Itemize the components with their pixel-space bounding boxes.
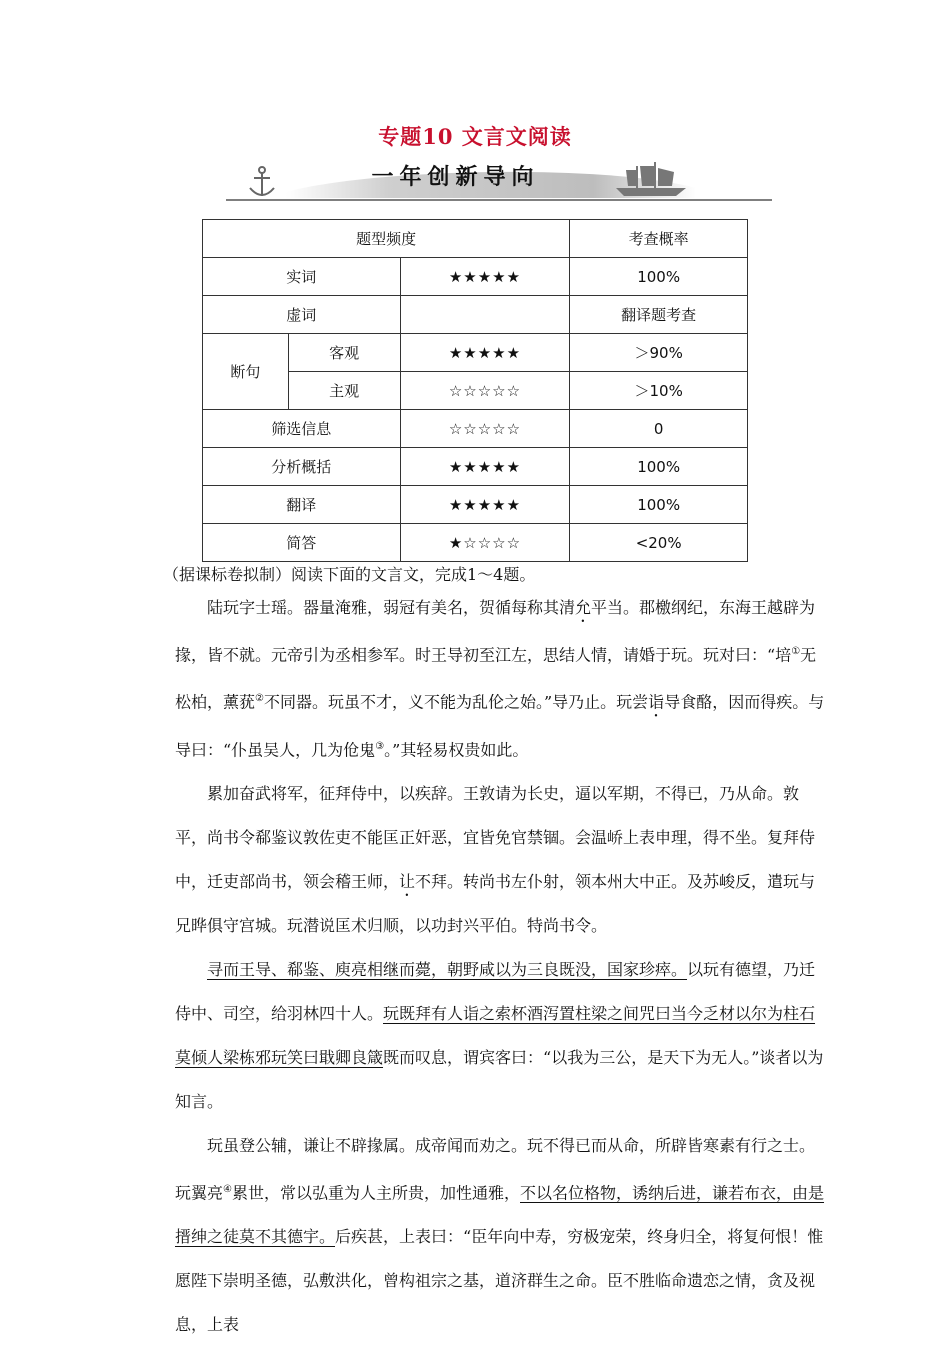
row-stars: ★★★★★: [400, 258, 570, 296]
passage-body: [175, 586, 825, 1347]
footnote-mark: ①: [791, 646, 801, 657]
underlined-sentence: 寻而王导、郗鉴、庾亮相继而薨，朝野咸以为三良既没，国家珍瘁。: [207, 959, 688, 979]
row-rate: <20%: [570, 524, 748, 562]
row-label: 实词: [203, 258, 401, 296]
row-label: 筛选信息: [203, 410, 401, 448]
row-stars: [400, 296, 570, 334]
row-rate: 100%: [570, 258, 748, 296]
table-row: [203, 486, 748, 524]
row-rate: 翻译题考查: [570, 296, 748, 334]
row-label: 断句: [203, 334, 289, 410]
row-sublabel: 主观: [288, 372, 400, 410]
row-label: 分析概括: [203, 448, 401, 486]
table-row: [203, 524, 748, 562]
table-row: [203, 334, 748, 372]
row-label: 翻译: [203, 486, 401, 524]
row-stars: ★★★★★: [400, 448, 570, 486]
table-row: [203, 448, 748, 486]
table-row: [203, 258, 748, 296]
underlined-sentence: 玩既拜有人诣之索杯酒泻置柱梁之间咒曰当今乏材以尔为柱石莫倾人梁栋邪玩笑曰戢卿良箴: [175, 1003, 816, 1067]
passage-intro: （据课标卷拟制）阅读下面的文言文，完成1～4题。: [163, 565, 536, 584]
emphasis-dot: 允: [575, 598, 592, 617]
table-header-row: [203, 220, 748, 258]
row-label: 虚词: [203, 296, 401, 334]
row-stars: ★★★★★: [400, 486, 570, 524]
row-rate: ＞90%: [570, 334, 748, 372]
underlined-sentence: 不以名位格物，诱纳后进，谦若布衣，由是搢绅之徒莫不其德宇。: [175, 1183, 825, 1247]
frequency-table: [202, 219, 748, 562]
paragraph-4: 玩虽登公辅，谦让不辟掾属。成帝闻而劝之。玩不得已而从命，所辟皆寒素有行之士。玩翼亮④累世，常以弘重为人主所贵，加性通雅，不以名位格物，诱纳后进，谦若布衣，由是搢绅之徒莫不其德宇。后疾甚，上表曰：“臣年向中寿，穷极宠荣，终身归全，将复何恨！惟愿陛下崇明圣德，弘敷洪化，曾构祖宗之基，道济群生之命。臣不胜临命遗恋之情，贪及视息，上表: [175, 1135, 825, 1335]
table-row: [203, 410, 748, 448]
emphasis-dot: 诣: [648, 692, 665, 712]
row-rate: 100%: [570, 486, 748, 524]
table-header-right: 考查概率: [570, 220, 748, 258]
row-stars: ★★★★★: [400, 334, 570, 372]
footnote-mark: ②: [255, 693, 264, 705]
emphasis-dot: 让: [399, 871, 416, 891]
row-sublabel: 客观: [288, 334, 400, 372]
banner-title: 一年创新导向: [371, 165, 540, 190]
row-rate: 0: [570, 410, 748, 448]
footnote-mark: ④: [223, 1183, 232, 1195]
table-header-left: 题型频度: [203, 220, 570, 258]
anchor-icon: [250, 167, 274, 196]
paragraph-3: 寻而王导、郗鉴、庾亮相继而薨，朝野咸以为三良既没，国家珍瘁。以玩有德望，乃迁侍中、司空，给羽林四十人。玩既拜有人诣之索杯酒泻置柱梁之间咒曰当今乏材以尔为柱石莫倾人梁栋邪玩笑曰戢卿良箴既而叹息，谓宾客曰：“以我为三公，是天下为无人。”谈者以为知言。: [175, 959, 824, 1111]
row-rate: 100%: [570, 448, 748, 486]
row-label: 简答: [203, 524, 401, 562]
page-title: 专题10 文言文阅读: [378, 124, 572, 149]
footnote-mark: ③: [375, 740, 385, 752]
row-rate: ＞10%: [570, 372, 748, 410]
paragraph-2: 累加奋武将军，征拜侍中，以疾辞。王敦请为长史，逼以军期，不得已，乃从命。敦平，尚书令郗鉴议敦佐吏不能匡正奸恶，宜皆免官禁锢。会温峤上表申理，得不坐。复拜侍中，迁吏部尚书，领会稽王师，让不拜。转尚书左仆射，领本州大中正。及苏峻反，遣玩与兄晔俱守宫城。玩潜说匡术归顺，以功封兴平伯。特尚书令。: [175, 783, 816, 935]
table-row: [203, 296, 748, 334]
row-stars: ☆☆☆☆☆: [400, 372, 570, 410]
row-stars: ★☆☆☆☆: [400, 524, 570, 562]
row-stars: ☆☆☆☆☆: [400, 410, 570, 448]
paragraph-1: 陆玩字士瑶。器量淹雅，弱冠有美名，贺循每称其清允平当。郡檄纲纪，东海王越辟为掾，皆不就。元帝引为丞相参军。时王导初至江左，思结人情，请婚于玩。玩对曰：“培①无松柏，薰莸②不同器。玩虽不才，义不能为乱伦之始。”导乃止。玩尝诣导食酪，因而得疾。与导曰：“仆虽吴人，几为伧鬼③。”其轻易权贵如此。: [175, 598, 825, 759]
